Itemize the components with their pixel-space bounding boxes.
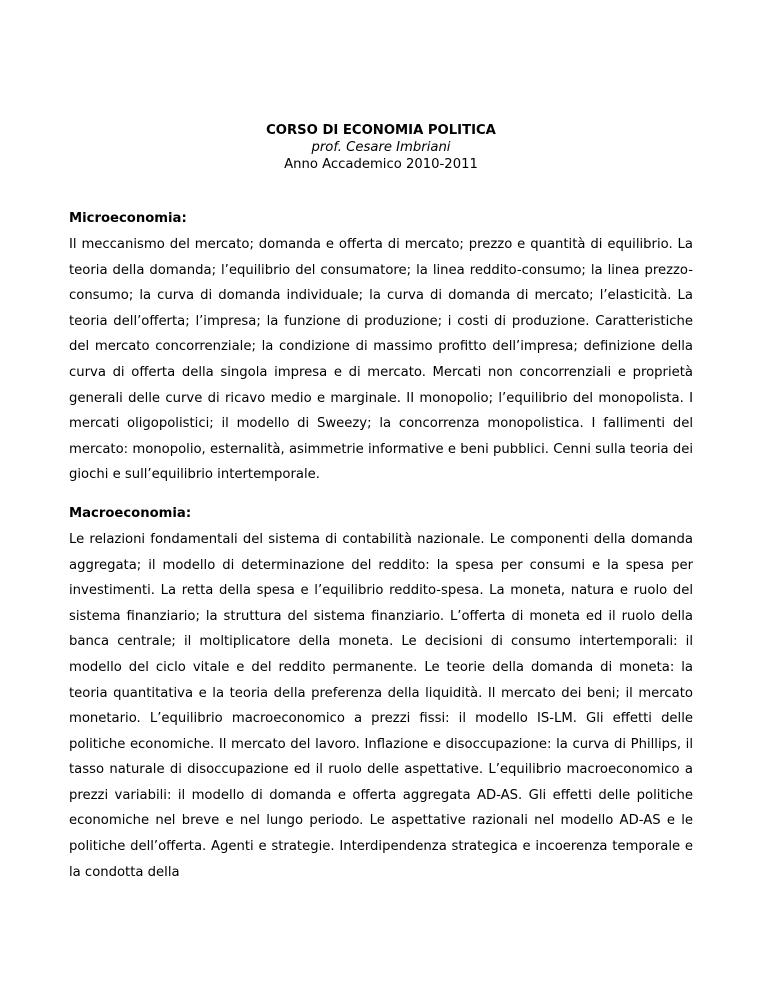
section-microeconomics [69, 210, 693, 488]
document-page [69, 122, 693, 885]
section-body: Il meccanismo del mercato; domanda e offerta di mercato; prezzo e quantità di equilibrio. La teoria della domanda; l’equilibrio del consumatore; la linea reddito-consumo; la linea prezzo-consumo; la curva di domanda individuale; la curva di domanda di mercato; l’elasticità. La teoria dell’offerta; l’impresa; la funzione di produzione; i costi di produzione. Caratteristiche del mercato concorrenziale; la condizione di massimo profitto dell’impresa; definizione della curva di offerta della singola impresa e di mercato. Mercati non concorrenziali e proprietà generali delle curve di ricavo medio e marginale. II monopolio; l’equilibrio del monopolista. I mercati oligopolistici; il modello di Sweezy; la concorrenza monopolistica. I fallimenti del mercato: monopolio, esternalità, asimmetrie informative e beni pubblici. Cenni sulla teoria dei giochi e sull’equilibrio intertemporale. [69, 237, 693, 483]
section-heading: Macroeconomia: [69, 505, 192, 521]
course-title: CORSO DI ECONOMIA POLITICA [266, 123, 496, 138]
document-header [69, 122, 693, 173]
section-heading: Microeconomia: [69, 211, 187, 226]
section-macroeconomics [69, 505, 693, 885]
professor-name: prof. Cesare Imbriani [311, 140, 451, 155]
academic-year: Anno Accademico 2010-2011 [284, 157, 478, 172]
section-body: Le relazioni fondamentali del sistema di contabilità nazionale. Le componenti della domanda aggregata; il modello di determinazione del reddito: la spesa per consumi e la spesa per investimenti. La retta della spesa e l’equilibrio reddito-spesa. La moneta, natura e ruolo del sistema finanziario; la struttura del sistema finanziario. L’offerta di moneta ed il ruolo della banca centrale; il moltiplicatore della moneta. Le decisioni di consumo intertemporali: il modello del ciclo vitale e del reddito permanente. Le teorie della domanda di moneta: la teoria quantitativa e la teoria della preferenza della liquidità. Il mercato dei beni; il mercato monetario. L’equilibrio macroeconomico a prezzi fissi: il modello IS-LM. Gli effetti delle politiche economiche. Il mercato del lavoro. Inflazione e disoccupazione: la curva di Phillips, il tasso naturale di disoccupazione ed il ruolo delle aspettative. L’equilibrio macroeconomico a prezzi variabili: il modello di domanda e offerta aggregata AD-AS. Gli effetti delle politiche economiche nel breve e nel lungo periodo. Le aspettative razionali nel modello AD-AS e le politiche dell’offerta. Agenti e strategie. Interdipendenza strategica e incoerenza temporale e la condotta della [69, 531, 693, 880]
